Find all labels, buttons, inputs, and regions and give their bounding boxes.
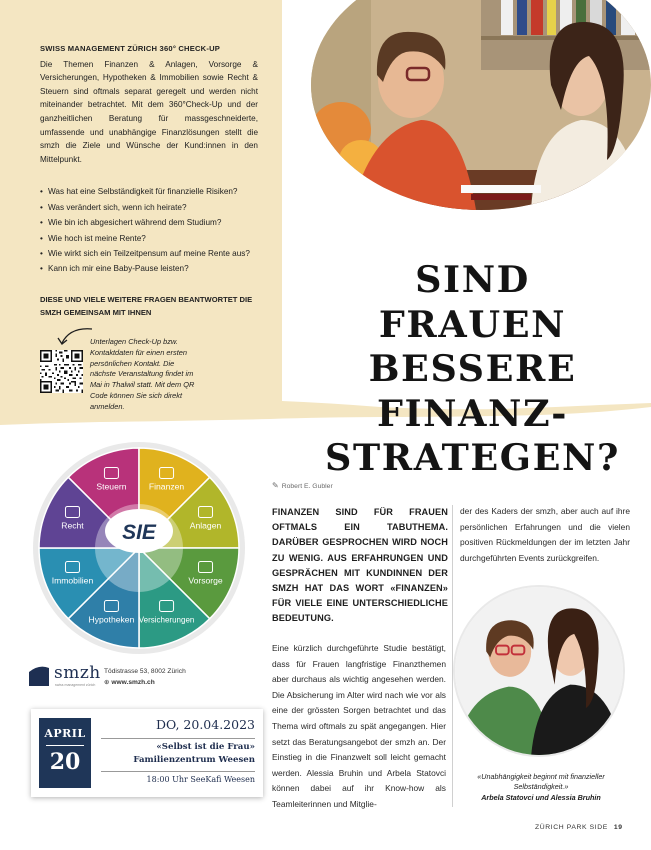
brand-name: smzh (54, 663, 101, 683)
page-number: 19 (613, 824, 623, 831)
brand-web: www.smzh.ch (111, 679, 155, 686)
photo-caption (456, 772, 626, 803)
article-body-col1: Eine kürzlich durchgeführte Studie bestätigt, dass für Frauen langfristige Finanzthemen aber durchaus als wichtig angesehen werden. Die Absicherung im Alter wird nach wie vor als eine der grössten Sorgen betrachtet und das Thema wird oftmals zu spät angegangen. Hier setzt das Beratungsangebot der smzh an. Der Einstieg in die Finanzwelt soll leicht gemacht werden. Alessia Bruhin und Arbela Statovci können dabei auf ihr Know-how als Teamleiterinnen und Mitglie- (272, 643, 446, 809)
infobox-closing: DIESE UND VIELE WEITERE FRAGEN BEANTWORTET DIE SMZH GEMEINSAM MIT IHNEN (40, 294, 253, 317)
calendar-badge (39, 718, 91, 788)
qr-note: Unterlagen Check-Up bzw. Kontaktdaten für einen ersten persönlichen Kontakt. Die nächste Veranstaltung findet im Mai in Thalwil statt. Mit dem QR Code können Sie sich direkt anmelden. (90, 337, 195, 411)
page-footer (535, 824, 623, 831)
wheel-label-immobilien: Immobilien (51, 575, 94, 586)
brand-web-link[interactable] (104, 677, 186, 688)
event-title (101, 741, 255, 767)
list-item: • Kann ich mir eine Baby-Pause leisten? (40, 261, 258, 276)
list-item: • Wie hoch ist meine Rente? (40, 231, 258, 246)
smzh-logo-icon (29, 666, 49, 686)
list-item: • Was verändert sich, wenn ich heirate? (40, 200, 258, 215)
wheel-label-anlagen: Anlagen (189, 520, 222, 531)
pen-icon: ✎ (272, 481, 279, 490)
brand-tagline: swiss management zürich (55, 683, 96, 687)
brand-address: Tödistrasse 53, 8002 Zürich (104, 668, 186, 675)
question-list (40, 184, 258, 276)
headline-line: FINANZ- (376, 391, 569, 435)
article-body-col2: der des Kaders der smzh, aber auch auf ihre persönlichen Erfahrungen und die vielen positiven Rückmeldungen der im letzten Jahr durchgeführten Events zurückgreifen. (460, 506, 630, 563)
event-day: 20 (49, 749, 81, 775)
article-headline (300, 258, 645, 481)
infobox-heading: SWISS MANAGEMENT ZÜRICH 360° CHECK-UP (40, 44, 221, 53)
headline-line: FRAUEN (378, 302, 567, 346)
author-line (272, 481, 333, 490)
headline-line: BESSERE (368, 347, 577, 390)
wheel-label-vorsorge: Vorsorge (188, 575, 223, 586)
service-wheel (31, 440, 247, 656)
consultation-photo (311, 0, 651, 210)
headline-line: SIND (415, 258, 530, 301)
globe-icon: ⊕ (104, 679, 110, 686)
wheel-label-steuern: Steuern (96, 481, 127, 492)
event-location: 18:00 Uhr SeeKafi Weesen (146, 775, 255, 784)
calendar-divider (46, 745, 84, 746)
event-card[interactable] (31, 709, 263, 797)
event-date: DO, 20.04.2023 (155, 717, 255, 732)
caption-names: Arbela Statovci und Alessia Bruhin (481, 792, 601, 802)
event-title-line: «Selbst ist die Frau» (156, 742, 255, 752)
wheel-center-label: SIE (122, 521, 156, 544)
event-title-line: Familienzentrum Weesen (133, 755, 255, 765)
wheel-label-recht: Recht (61, 520, 84, 531)
portrait-photo (453, 585, 625, 757)
article-lead: FINANZEN SIND FÜR FRAUEN OFTMALS EIN TABUTHEMA. DARÜBER GESPROCHEN WIRD NOCH ZU WENIG. AUS ERFAHRUNGEN UND GESPRÄCHEN MIT KUNDINNEN DER SMZH HAT DAS WORT «FINANZEN» FÜR VIELE EINE UNTERSCHIEDLICHE BEDEUTUNG. (272, 507, 448, 624)
wheel-label-versicherungen: Versicherungen (138, 615, 195, 625)
wheel-label-hypotheken: Hypotheken (88, 614, 135, 625)
footer-section: ZÜRICH PARK SIDE (535, 824, 608, 831)
list-item: • Was hat eine Selbständigkeit für finanzielle Risiken? (40, 184, 258, 199)
event-divider (101, 738, 255, 739)
checkup-infobox (40, 42, 258, 319)
brand-contact (104, 666, 186, 688)
list-item: • Wie bin ich abgesichert während dem Studium? (40, 215, 258, 230)
author-name: Robert E. Gubler (281, 483, 333, 490)
caption-quote: «Unabhängigkeit beginnt mit finanzieller Selbständigkeit.» (477, 772, 605, 792)
list-item: • Wie wirkt sich ein Teilzeitpensum auf meine Rente aus? (40, 246, 258, 261)
column-divider (452, 505, 453, 807)
infobox-intro: Die Themen Finanzen & Anlagen, Vorsorge & Versicherungen, Hypotheken & Immobilien sowie Recht & Steuern sind oftmals separat geregelt und werden nicht miteinander betrachtet. Mit dem 360°Check-Up und der ganzheitlichen Beratung für massgeschneiderte, umfassende und unabhängige Finanzlösungen stellt die smzh die Ziele und Wünsche der Kund:innen in den Mittelpunkt. (40, 59, 258, 164)
qr-code[interactable] (40, 350, 83, 393)
headline-line: STRATEGEN? (325, 436, 620, 479)
wheel-label-finanzen: Finanzen (148, 481, 185, 492)
event-divider (101, 771, 255, 772)
event-month: APRIL (44, 727, 86, 740)
